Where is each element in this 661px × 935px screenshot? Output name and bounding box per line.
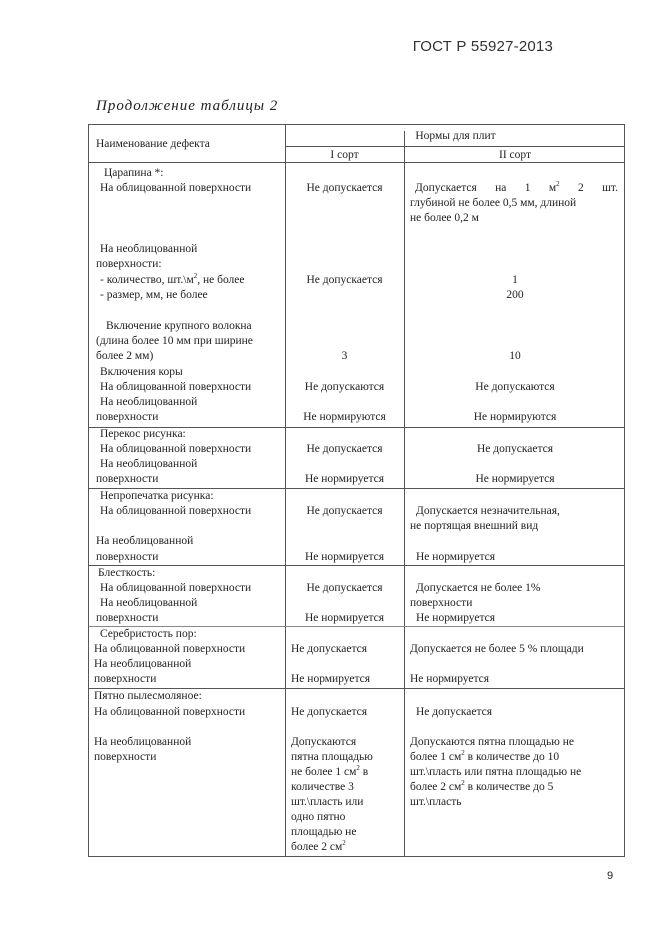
fiber-label-1: Включение крупного волокна xyxy=(106,320,252,332)
superscript: 2 xyxy=(342,839,346,847)
resin-unfaced-label-2: поверхности xyxy=(94,751,157,763)
fiber-label-2: (длина более 10 мм при ширине xyxy=(96,335,253,347)
resin-grade2-line1: Допускаются пятна площадью не xyxy=(410,736,575,748)
superscript: 2 xyxy=(461,779,465,787)
text-fragment: более 2 см xyxy=(291,841,343,853)
col-header-grade1: I сорт xyxy=(330,149,359,161)
resin-grade1-line4: количестве 3 xyxy=(291,781,354,793)
skew-faced-grade2: Не допускается xyxy=(476,443,554,455)
misprint-faced-grade2-line2: не портящая внешний вид xyxy=(410,520,539,532)
column-divider xyxy=(285,125,286,856)
silver-unfaced-grade2: Не нормируется xyxy=(410,673,490,685)
resin-grade2-line3: шт.\пласть или пятна площадью не xyxy=(410,766,582,778)
skew-unfaced-label-2: поверхности xyxy=(96,473,159,485)
text-fragment: в количестве до 10 xyxy=(464,751,560,763)
resin-faced-grade2: Не допускается xyxy=(416,706,493,718)
scratch-faced-grade2-line3: не более 0,2 м xyxy=(410,212,479,224)
gloss-title: Блесткость: xyxy=(98,567,156,579)
text-fragment: в количестве до 5 xyxy=(464,781,554,793)
row-divider xyxy=(285,146,624,147)
text-fragment: на xyxy=(495,182,507,194)
resin-grade1-line5: шт.\пласть или xyxy=(291,796,364,808)
resin-grade1-line2: пятна площадью xyxy=(291,751,373,763)
resin-title: Пятно пылесмоляное: xyxy=(94,690,202,702)
silver-unfaced-label: На необлицованной xyxy=(94,658,192,670)
resin-grade1-line3 xyxy=(291,765,368,780)
gloss-faced-grade2-line1: Допускается не более 1% xyxy=(416,582,541,594)
bark-faced-label: На облицованной поверхности xyxy=(100,381,252,393)
scratch-faced-grade2-line2: глубиной не более 0,5 мм, длиной xyxy=(410,197,577,209)
bark-title: Включения коры xyxy=(100,366,183,378)
resin-grade2-line4 xyxy=(410,780,553,795)
skew-unfaced-label: На необлицованной xyxy=(100,458,198,470)
text-fragment: более 1 см xyxy=(410,751,462,763)
col-header-norms: Нормы для плит xyxy=(415,130,496,142)
resin-grade2-line5: шт.\пласть xyxy=(410,796,462,808)
column-divider xyxy=(404,131,405,856)
resin-grade1-line1: Допускаются xyxy=(291,736,357,748)
scratch-unfaced-label-2: поверхности: xyxy=(96,258,162,270)
document-code: ГОСТ Р 55927-2013 xyxy=(412,38,553,55)
superscript: 2 xyxy=(461,749,465,757)
resin-faced-grade1: Не допускается xyxy=(291,706,368,718)
skew-unfaced-grade1: Не нормируется xyxy=(304,473,385,485)
gloss-unfaced-label-2: поверхности xyxy=(96,612,159,624)
misprint-unfaced-grade1: Не нормируется xyxy=(304,551,385,563)
col-header-defect: Наименование дефекта xyxy=(96,138,210,150)
gloss-faced-label: На облицованной поверхности xyxy=(100,582,252,594)
misprint-unfaced-grade2: Не нормируется xyxy=(416,551,496,563)
table-caption: Продолжение таблицы 2 xyxy=(96,98,279,114)
superscript: 2 xyxy=(193,272,198,280)
scratch-size-grade2: 200 xyxy=(506,289,524,301)
scratch-faced-label: На облицованной поверхности xyxy=(100,182,252,194)
silver-faced-grade2: Допускается не более 5 % площади xyxy=(410,643,584,655)
text-fragment: 1 xyxy=(524,182,531,194)
defects-table xyxy=(88,124,625,857)
scratch-count-grade2: 1 xyxy=(512,274,518,286)
text-fragment: Допускается xyxy=(415,182,477,194)
silver-title: Серебристость пор: xyxy=(100,628,197,640)
misprint-unfaced-label: На необлицованной xyxy=(96,535,194,547)
gloss-unfaced-label: На необлицованной xyxy=(100,597,198,609)
skew-title: Перекос рисунка: xyxy=(100,428,186,440)
gloss-unfaced-grade2: Не нормируется xyxy=(416,612,496,624)
fiber-grade2: 10 xyxy=(509,350,521,362)
text-fragment: м xyxy=(548,182,557,194)
silver-faced-label: На облицованной поверхности xyxy=(94,643,246,655)
scratch-title: Царапина *: xyxy=(104,167,164,179)
scratch-count-label xyxy=(100,273,245,288)
bark-faced-grade2: Не допускаются xyxy=(475,381,555,393)
silver-faced-grade1: Не допускается xyxy=(291,643,368,655)
resin-grade1-line8 xyxy=(291,840,346,855)
text-fragment: шт. xyxy=(602,182,618,194)
resin-grade2-line2 xyxy=(410,750,559,765)
resin-faced-label: На облицованной поверхности xyxy=(94,706,246,718)
misprint-unfaced-label-2: поверхности xyxy=(96,551,159,563)
scratch-faced-grade2-line1 xyxy=(415,181,618,196)
gloss-unfaced-grade1: Не нормируется xyxy=(304,612,385,624)
text-fragment: не более 1 см xyxy=(291,766,357,778)
fiber-grade1: 3 xyxy=(341,350,348,362)
resin-grade1-line6: одно пятно xyxy=(291,811,346,823)
scratch-count-grade1: Не допускается xyxy=(306,274,383,286)
misprint-faced-grade2-line1: Допускается незначительная, xyxy=(416,505,560,517)
superscript: 2 xyxy=(356,764,360,772)
bark-unfaced-label-2: поверхности xyxy=(96,411,159,423)
text-fragment: , не более xyxy=(197,274,245,286)
superscript: 2 xyxy=(556,180,560,188)
text-fragment: 2 xyxy=(577,182,584,194)
bark-unfaced-label: На необлицованной xyxy=(100,396,198,408)
bark-unfaced-grade1: Не нормируются xyxy=(303,411,386,423)
silver-unfaced-label-2: поверхности xyxy=(94,673,157,685)
text-fragment: - количество, шт.\м xyxy=(100,274,194,286)
skew-unfaced-grade2: Не нормируется xyxy=(475,473,555,485)
gloss-faced-grade2-line2: поверхности xyxy=(410,597,473,609)
page-number: 9 xyxy=(607,870,614,882)
misprint-title: Непропечатка рисунка: xyxy=(100,490,214,502)
misprint-faced-grade1: Не допускается xyxy=(306,505,383,517)
gloss-faced-grade1: Не допускается xyxy=(306,582,383,594)
skew-faced-grade1: Не допускается xyxy=(306,443,383,455)
resin-unfaced-label: На необлицованной xyxy=(94,736,192,748)
skew-faced-label: На облицованной поверхности xyxy=(100,443,252,455)
fiber-label-3: более 2 мм) xyxy=(96,350,154,362)
scratch-size-label: - размер, мм, не более xyxy=(100,289,208,301)
text-fragment xyxy=(549,181,560,196)
text-fragment: в xyxy=(359,766,369,778)
text-fragment: более 2 см xyxy=(410,781,462,793)
bark-faced-grade1: Не допускаются xyxy=(304,381,385,393)
scratch-unfaced-label: На необлицованной xyxy=(100,243,198,255)
bark-unfaced-grade2: Не нормируются xyxy=(473,411,557,423)
resin-grade1-line7: площадью не xyxy=(291,826,357,838)
col-header-grade2: II сорт xyxy=(498,149,531,161)
scratch-faced-grade1: Не допускается xyxy=(306,182,383,194)
misprint-faced-label: На облицованной поверхности xyxy=(100,505,252,517)
silver-unfaced-grade1: Не нормируется xyxy=(291,673,371,685)
